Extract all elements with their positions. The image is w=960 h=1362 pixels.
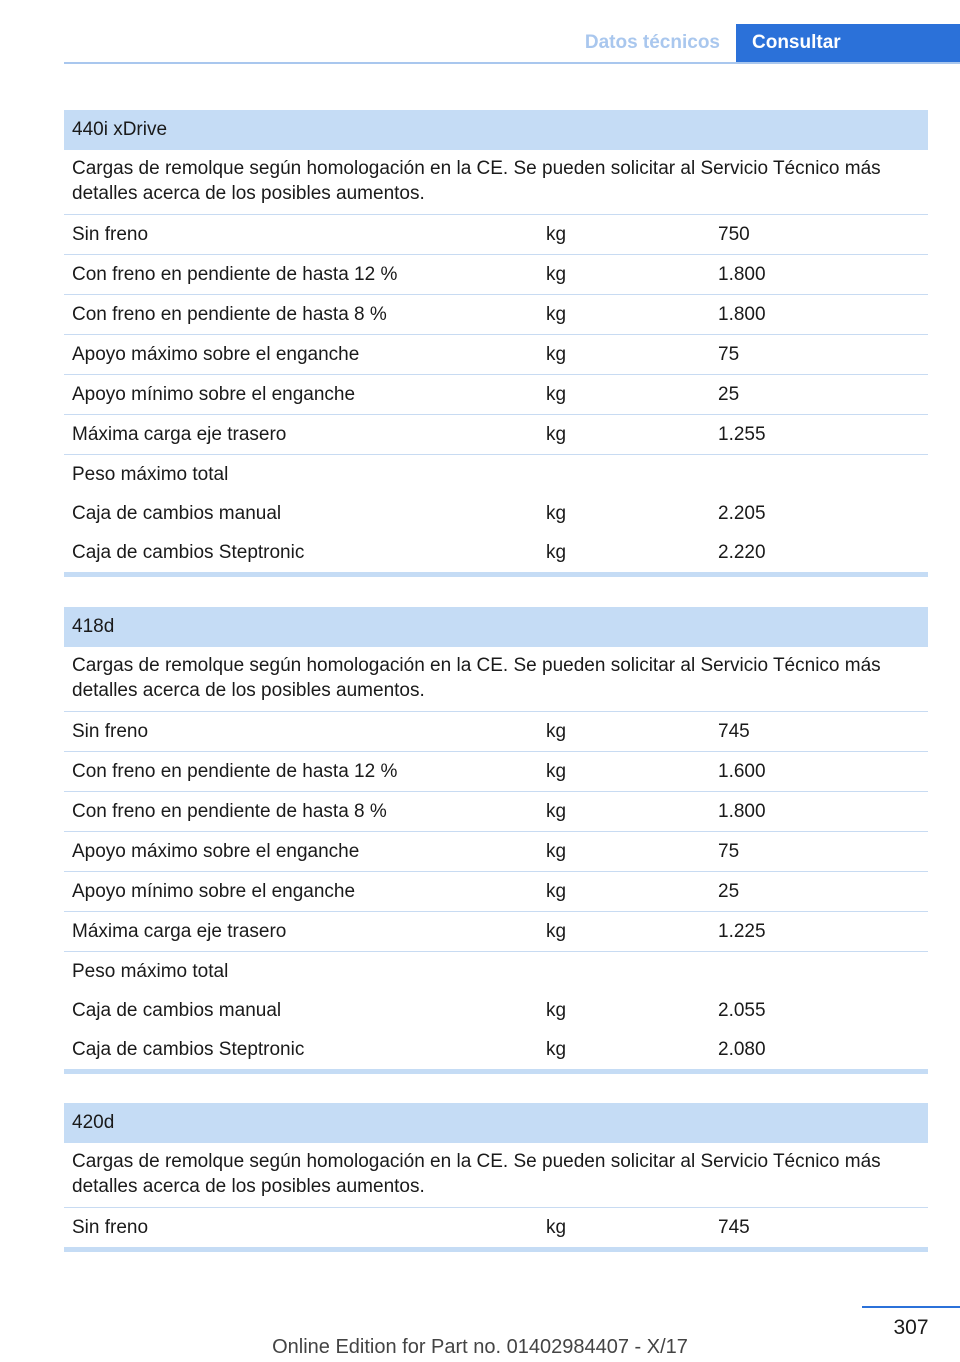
row-value: 2.080 bbox=[718, 1039, 766, 1060]
row-unit: kg bbox=[546, 1217, 567, 1238]
table-row bbox=[64, 792, 928, 832]
row-label: Apoyo mínimo sobre el enganche bbox=[72, 881, 356, 902]
row-unit: kg bbox=[546, 224, 567, 245]
table-row bbox=[64, 455, 928, 494]
page-number: 307 bbox=[862, 1306, 960, 1340]
row-value: 1.800 bbox=[718, 304, 766, 325]
row-value: 1.800 bbox=[718, 264, 766, 285]
table-row bbox=[64, 991, 928, 1030]
spec-table bbox=[64, 607, 928, 1074]
table-row bbox=[64, 533, 928, 572]
row-value: 2.220 bbox=[718, 542, 766, 563]
row-value: 1.600 bbox=[718, 761, 766, 782]
row-unit: kg bbox=[546, 801, 567, 822]
row-unit: kg bbox=[546, 881, 567, 902]
table-note: Cargas de remolque según homologación en la CE. Se pueden solicitar al Servicio Técnico más detalles acerca de los posibles aumentos. bbox=[64, 647, 928, 712]
table-row bbox=[64, 215, 928, 255]
table-row bbox=[64, 712, 928, 752]
row-label: Sin freno bbox=[72, 721, 149, 742]
row-unit: kg bbox=[546, 841, 567, 862]
row-unit: kg bbox=[546, 304, 567, 325]
spec-table bbox=[64, 1103, 928, 1252]
row-value: 75 bbox=[718, 344, 740, 365]
table-row bbox=[64, 255, 928, 295]
row-label: Apoyo máximo sobre el enganche bbox=[72, 344, 360, 365]
row-label: Con freno en pendiente de hasta 8 % bbox=[72, 304, 387, 325]
row-unit: kg bbox=[546, 761, 567, 782]
row-value: 2.205 bbox=[718, 503, 766, 524]
table-title: 420d bbox=[64, 1103, 928, 1143]
row-unit: kg bbox=[546, 384, 567, 405]
table-row bbox=[64, 494, 928, 533]
row-label: Con freno en pendiente de hasta 8 % bbox=[72, 801, 387, 822]
row-label: Máxima carga eje trasero bbox=[72, 921, 287, 942]
footer-text: Online Edition for Part no. 01402984407 - X/17 bbox=[272, 1336, 688, 1358]
row-label: Caja de cambios manual bbox=[72, 503, 282, 524]
row-value: 745 bbox=[718, 721, 750, 742]
row-label: Caja de cambios Steptronic bbox=[72, 1039, 305, 1060]
row-value: 25 bbox=[718, 881, 740, 902]
row-label: Sin freno bbox=[72, 1217, 149, 1238]
row-value: 1.800 bbox=[718, 801, 766, 822]
row-unit: kg bbox=[546, 542, 567, 563]
table-row bbox=[64, 952, 928, 991]
table-row bbox=[64, 1208, 928, 1247]
spec-table bbox=[64, 110, 928, 577]
table-note: Cargas de remolque según homologación en la CE. Se pueden solicitar al Servicio Técnico más detalles acerca de los posibles aumentos. bbox=[64, 150, 928, 215]
table-row bbox=[64, 375, 928, 415]
table-end-rule bbox=[64, 1247, 928, 1252]
table-row bbox=[64, 872, 928, 912]
row-unit: kg bbox=[546, 1000, 567, 1021]
row-unit: kg bbox=[546, 1039, 567, 1060]
table-row bbox=[64, 415, 928, 455]
row-unit: kg bbox=[546, 424, 567, 445]
table-end-rule bbox=[64, 572, 928, 577]
table-row bbox=[64, 1030, 928, 1069]
table-end-rule bbox=[64, 1069, 928, 1074]
row-label: Máxima carga eje trasero bbox=[72, 424, 287, 445]
row-label: Peso máximo total bbox=[72, 464, 229, 485]
row-label: Peso máximo total bbox=[72, 961, 229, 982]
table-title: 440i xDrive bbox=[64, 110, 928, 150]
row-value: 2.055 bbox=[718, 1000, 766, 1021]
row-unit: kg bbox=[546, 921, 567, 942]
table-row bbox=[64, 295, 928, 335]
row-label: Sin freno bbox=[72, 224, 149, 245]
row-value: 75 bbox=[718, 841, 740, 862]
row-value: 750 bbox=[718, 224, 750, 245]
row-label: Caja de cambios Steptronic bbox=[72, 542, 305, 563]
table-row bbox=[64, 335, 928, 375]
row-value: 745 bbox=[718, 1217, 750, 1238]
row-label: Apoyo máximo sobre el enganche bbox=[72, 841, 360, 862]
page-header bbox=[64, 24, 960, 64]
row-label: Con freno en pendiente de hasta 12 % bbox=[72, 761, 398, 782]
row-unit: kg bbox=[546, 344, 567, 365]
table-row bbox=[64, 832, 928, 872]
section-link[interactable]: Datos técnicos bbox=[584, 32, 720, 53]
table-row bbox=[64, 752, 928, 792]
row-value: 25 bbox=[718, 384, 740, 405]
row-unit: kg bbox=[546, 721, 567, 742]
tab-consultar[interactable]: Consultar bbox=[736, 24, 960, 62]
row-label: Apoyo mínimo sobre el enganche bbox=[72, 384, 356, 405]
row-value: 1.255 bbox=[718, 424, 766, 445]
table-row bbox=[64, 912, 928, 952]
row-value: 1.225 bbox=[718, 921, 766, 942]
row-unit: kg bbox=[546, 264, 567, 285]
table-title: 418d bbox=[64, 607, 928, 647]
row-label: Con freno en pendiente de hasta 12 % bbox=[72, 264, 398, 285]
table-note: Cargas de remolque según homologación en la CE. Se pueden solicitar al Servicio Técnico más detalles acerca de los posibles aumentos. bbox=[64, 1143, 928, 1208]
row-unit: kg bbox=[546, 503, 567, 524]
row-label: Caja de cambios manual bbox=[72, 1000, 282, 1021]
